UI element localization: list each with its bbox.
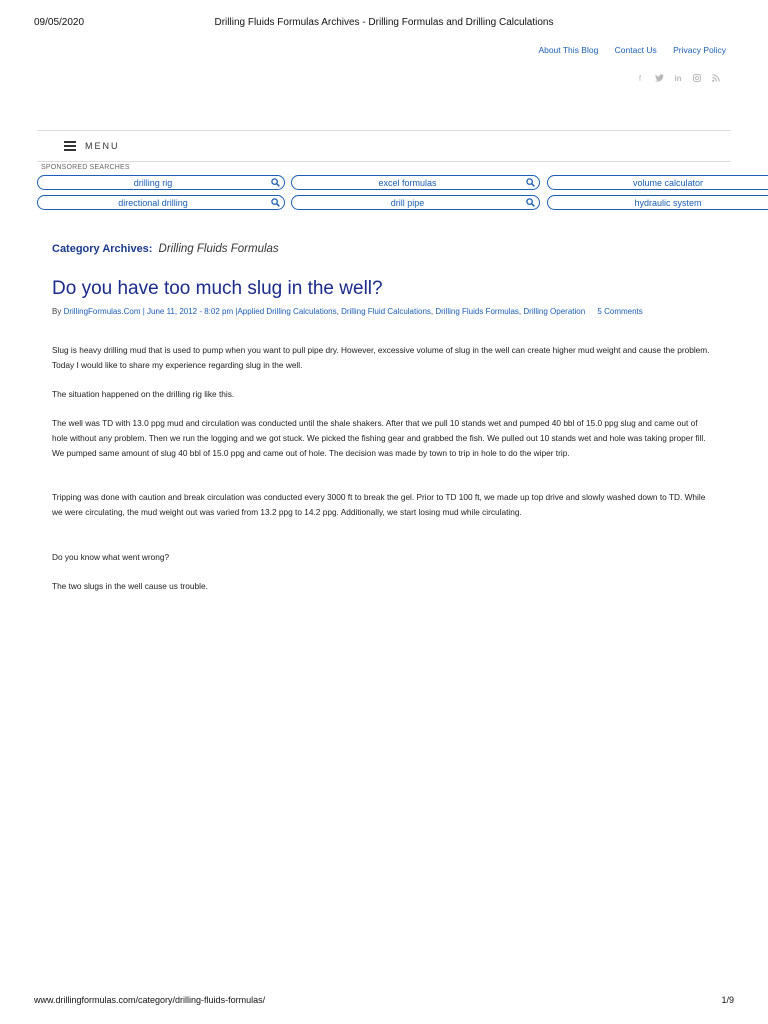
post-title[interactable]: Do you have too much slug in the well?	[52, 278, 383, 299]
rss-icon[interactable]	[710, 73, 722, 83]
social-icons	[634, 73, 722, 83]
author-link[interactable]: DrillingFormulas.Com	[63, 307, 141, 316]
menu-divider	[37, 161, 731, 162]
sponsored-chip[interactable]	[37, 175, 285, 190]
chip-label: volume calculator	[632, 177, 704, 188]
category-link[interactable]: Drilling Fluid Calculations	[341, 307, 431, 316]
meta-by: By	[52, 307, 62, 316]
category-name: Drilling Fluids Formulas	[158, 243, 279, 255]
sponsored-label: SPONSORED SEARCHES	[41, 164, 130, 171]
category-link[interactable]: Drilling Fluids Formulas	[435, 307, 519, 316]
print-page-number: 1/9	[721, 995, 734, 1005]
sponsored-chip[interactable]	[291, 195, 540, 210]
post-paragraph: The situation happened on the drilling rig like this.	[52, 389, 235, 399]
print-date: 09/05/2020	[34, 17, 85, 28]
post-paragraph: Tripping was done with caution and break circulation was conducted every 3000 ft to break the gel. Prior to TD 100 ft, we made up top drive and slowly washed down to TD. While we were circulating, the mud weight out was varied from 13.2 ppg to 14.2 ppg. Additionally, we start losing mud while circulating.	[52, 492, 706, 517]
search-icon	[523, 196, 539, 209]
sponsored-chip[interactable]	[37, 195, 285, 210]
chip-label: drilling rig	[133, 177, 173, 188]
sponsored-chip[interactable]	[291, 175, 540, 190]
post-paragraph: The two slugs in the well cause us trouble.	[52, 581, 208, 591]
post-date: | June 11, 2012 - 8:02 pm |	[140, 307, 238, 316]
sponsored-chip[interactable]	[547, 175, 768, 190]
comments-link[interactable]: 5 Comments	[597, 307, 643, 316]
header-divider	[37, 130, 731, 131]
top-nav-links	[524, 45, 726, 55]
contact-link[interactable]: Contact Us	[614, 45, 657, 55]
category-link[interactable]: Applied Drilling Calculations	[237, 307, 337, 316]
chip-label: hydraulic system	[634, 197, 702, 208]
post-paragraph: Slug is heavy drilling mud that is used to pump when you want to pull pipe dry. However, excessive volume of slug in the well can create higher mud weight and cause the problem. Today I would like to share my experience regarding slug in the well.	[52, 345, 710, 370]
chip-label: excel formulas	[378, 177, 437, 188]
category-heading	[52, 243, 279, 255]
menu-label: MENU	[85, 141, 120, 151]
instagram-icon[interactable]	[691, 73, 703, 83]
search-icon	[268, 176, 284, 189]
post-paragraph: Do you know what went wrong?	[52, 552, 170, 562]
twitter-icon[interactable]	[653, 73, 665, 83]
print-page-title: Drilling Fluids Formulas Archives - Drilling Formulas and Drilling Calculations	[214, 17, 554, 28]
post-paragraph: The well was TD with 13.0 ppg mud and circulation was conducted until the shale shakers. After that we pull 10 stands wet and pumped 40 bbl of 15.0 ppg slug and came out of hole without any problem. Then we run the logging and we got stuck. We picked the fishing gear and grabbed the fish. We pulled out 10 stands wet and hole was taking proper fill. We pumped same amount of slug 40 bbl of 15.0 ppg and came out of hole. The decision was made by town to trip in hole to do the wiper trip.	[52, 418, 706, 458]
sponsored-chip[interactable]	[547, 195, 768, 210]
chip-label: directional drilling	[118, 197, 188, 208]
chip-label: drill pipe	[390, 197, 425, 208]
menu-toggle[interactable]	[64, 141, 120, 151]
category-prefix: Category Archives:	[52, 243, 153, 255]
hamburger-icon	[64, 141, 76, 151]
search-icon	[523, 176, 539, 189]
search-icon	[268, 196, 284, 209]
about-link[interactable]: About This Blog	[538, 45, 599, 55]
privacy-link[interactable]: Privacy Policy	[673, 45, 726, 55]
linkedin-icon[interactable]: in	[674, 73, 682, 83]
category-link[interactable]: Drilling Operation	[523, 307, 586, 316]
facebook-icon[interactable]: f	[638, 73, 642, 83]
print-footer-url: www.drillingformulas.com/category/drilling-fluids-formulas/	[34, 995, 266, 1005]
post-meta: By DrillingFormulas.Com | June 11, 2012 - 8:02 pm |Applied Drilling Calculations, Drilling Fluid Calculations, Drilling Fluids Formulas, Drilling Operation 5 Comments	[52, 307, 643, 316]
